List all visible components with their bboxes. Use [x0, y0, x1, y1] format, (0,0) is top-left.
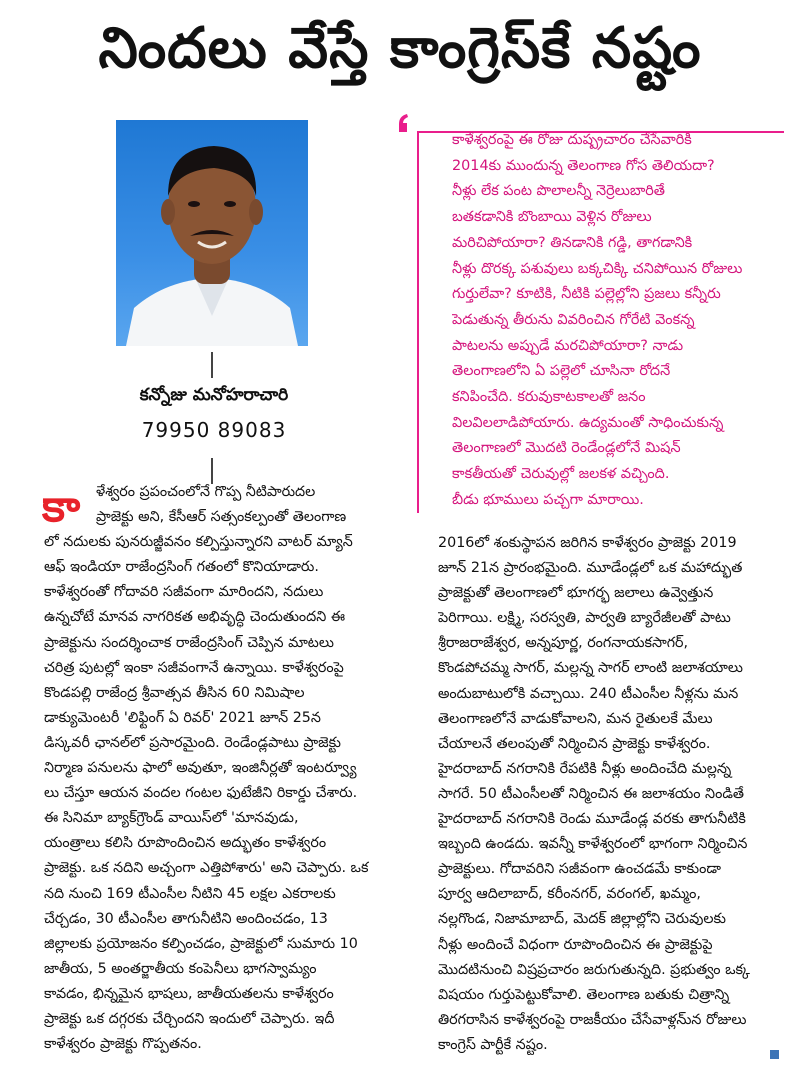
paragraph-line: ఈ సినిమా బ్యాక్‌గ్రౌండ్ వాయిస్‌లో 'మానవుడు, [44, 810, 299, 827]
paragraph-line: కాంగ్రెస్ పార్టీకే నష్టం. [438, 1036, 548, 1053]
author-phone: 79950 89083 [141, 418, 287, 442]
paragraph-line: చేయాలనే తలంపుతో నిర్మించిన ప్రాజెక్టు కాళేశ్వరం. [438, 735, 711, 752]
paragraph-line: సాగరే. 50 టీఎంసీలతో నిర్మించిన ఈ జలాశయం నిండితే [438, 785, 745, 802]
paragraph-line: నల్లగొండ, నిజామాబాద్, మెదక్ జిల్లాల్లోని చెరువులకు [438, 911, 726, 928]
paragraph-line: లు చేస్తూ ఆయన వందల గంటల ఫుటేజీని రికార్డు చేశారు. [44, 785, 358, 802]
quote-line: పెడుతున్న తీరును వివరించిన గోరేటి వెంకన్న [452, 311, 695, 328]
author-photo [116, 120, 308, 346]
photo-connector-top [211, 352, 213, 378]
quote-line: కాకతీయతో చెరువుల్లో జలకళ వచ్చింది. [452, 466, 670, 483]
paragraph-line: కాళేశ్వరంతో గోదావరి సజీవంగా మారిందని, నదులు [44, 584, 324, 601]
paragraph-line: ఇబ్బంది ఉండదు. ఇవన్నీ కాళేశ్వరంలో భాగంగా నిర్మించిన [438, 836, 748, 853]
paragraph-line: కాళేశ్వరం ప్రాజెక్టు గొప్పతనం. [44, 1036, 202, 1053]
paragraph-line: డాక్యుమెంటరీ 'లిఫ్టింగ్ ఏ రివర్' 2021 జూన్ 25న [44, 709, 321, 726]
paragraph-line: పూర్వ ఆదిలాబాద్, కరీంనగర్, వరంగల్, ఖమ్మం, [438, 886, 701, 903]
paragraph-line: ప్రాజెక్టుతో తెలంగాణలో భూగర్భ జలాలు ఉవ్వెత్తున [438, 585, 714, 602]
paragraph-line: 2016లో శంకుస్థాపన జరిగిన కాళేశ్వరం ప్రాజెక్టు 2019 [438, 535, 737, 551]
quote-line: కాళేశ్వరంపై ఈ రోజు దుష్ప్రచారం చేసేవారికి [452, 132, 692, 148]
quote-line: పాటలను అప్పుడే మరచిపోయారా? నాడు [452, 337, 684, 354]
drop-cap: కా [42, 481, 81, 532]
end-mark-icon [770, 1050, 779, 1059]
paragraph-line: తెలంగాణలోనే వాడుకోవాలని, మన రైతులకే మేలు [438, 710, 713, 727]
paragraph-line: చేర్చడం, 30 టీఎంసీల తాగునీటిని అందించడం, 13 [44, 910, 328, 927]
paragraph-line: కావడం, భిన్నమైన భాషలు, జాతీయతలను కాళేశ్వరం [44, 985, 334, 1002]
paragraph-line: యంత్రాలు కలిసి రూపొందించిన అద్భుతం కాళేశ్వరం [44, 835, 327, 852]
paragraph-line: హైదరాబాద్ నగరానికి రెండు మూడేండ్ల వరకు తాగునీటికి [438, 811, 746, 828]
quote-line: బతకడానికి బొంబాయి వెళ్లిన రోజులు [452, 209, 652, 226]
quote-line: తెలంగాణలోని ఏ పల్లెలో చూసినా రోదనే [452, 363, 671, 380]
paragraph-line: ప్రాజెక్టు. ఒక నదిని అచ్చంగా ఎత్తిపోశారు' అని చెప్పారు. ఒక [44, 860, 369, 877]
paragraph-line: హైదరాబాద్ నగరానికి రేపటికి నీళ్లు అందించేది మల్లన్న [438, 760, 732, 777]
article-column-right [438, 531, 783, 1058]
quote-line: 2014కు ముందున్న తెలంగాణ గోస తెలియదా? [452, 157, 715, 174]
paragraph-line: కొండపోచమ్మ సాగర్, మల్లన్న సాగర్ లాంటి జలాశయాలు [438, 660, 743, 677]
paragraph-line: ప్రాజెక్టును సందర్శించాక రాజేంద్రసింగ్ చెప్పిన మాటలు [44, 634, 334, 651]
paragraph-line: ఆఫ్ ఇండియా రాజేంద్రసింగ్ గతంలో కొనియాడారు. [44, 559, 319, 576]
quote-mark-icon [397, 112, 419, 134]
paragraph-line: లో నదులకు పునరుజ్జీవనం కల్పిస్తున్నారని వాటర్ మ్యాన్ [44, 534, 353, 551]
paragraph-line: నిర్మాణ పనులను ఫాలో అవుతూ, ఇంజినీర్లతో ఇంటర్వ్యూ [44, 760, 357, 777]
paragraph-line: ళేశ్వరం ప్రపంచంలోనే గొప్ప నీటిపారుదల [96, 484, 316, 500]
paragraph-line: జూన్ 21న ప్రారంభమైంది. మూడేండ్లలో ఒక మహాద్భుత [438, 560, 743, 577]
paragraph-line: చరిత్ర పుటల్లో ఇంకా సజీవంగానే ఉన్నాయి. కాళేశ్వరంపై [44, 659, 344, 676]
paragraph-line: ప్రాజెక్టు అని, కేసీఆర్ సత్సంకల్పంతో తెలంగాణ [96, 509, 347, 526]
quote-line: నీళ్లు దొరక్క పశువులు బక్కచిక్కి చనిపోయిన రోజులు [452, 260, 743, 277]
paragraph-line: శ్రీరాజరాజేశ్వర, అన్నపూర్ణ, రంగనాయకసాగర్, [438, 635, 689, 652]
paragraph-line: తిరగరాసిన కాళేశ్వరంపై రాజకీయం చేసేవాళ్లను్న రోజులు [438, 1011, 747, 1028]
paragraph-line: కొండపల్లి రాజేంద్ర శ్రీవాత్సవ తీసిన 60 నిమిషాల [44, 684, 305, 701]
paragraph-line: నీళ్లు అందించే విధంగా రూపొందించిన ఈ ప్రాజెక్టుపై [438, 936, 713, 953]
article-column-left [44, 480, 396, 1057]
quote-line: మరిచిపోయారా? తినడానికి గడ్డి, తాగడానికి [452, 234, 693, 251]
quote-line: కనిపించేది. కరువుకాటకాలతో జనం [452, 389, 646, 406]
pull-quote [452, 128, 782, 514]
quote-line: గుర్తులేవా? కూటికి, నీటికి పల్లెల్లోని ప్రజలు కన్నీరు [452, 286, 721, 303]
paragraph-line: అందుబాటులోకి వచ్చాయి. 240 టీఎంసీల నీళ్లను మన [438, 685, 739, 702]
paragraph-line: ప్రాజెక్టు ఒక దగ్గరకు చేర్చిందని ఇందులో చెప్పారు. ఇదీ [44, 1010, 335, 1027]
paragraph-line: మొదటినుంచి విష్రప్రచారం జరుగుతున్నది. ప్రభుత్వం ఒక్క [438, 961, 750, 978]
quote-line: బీడు భూములు పచ్చగా మారాయి. [452, 491, 644, 508]
paragraph-line: ప్రాజెక్టులు. గోదావరిని సజీవంగా ఉంచడమే కాకుండా [438, 861, 721, 878]
paragraph-line: జాతీయ, 5 అంతర్జాతీయ కంపెనీలు భాగస్వామ్యం [44, 960, 317, 977]
quote-line: నీళ్లు లేక పంట పొలాలన్నీ నెర్రెలుబారితే [452, 183, 665, 200]
headline: నిందలు వేస్తే కాంగ్రెస్‌కే నష్టం [98, 16, 702, 81]
paragraph-line: డిస్కవరీ ఛానల్‌లో ప్రసారమైంది. రెండేండ్లపాటు ప్రాజెక్టు [44, 734, 341, 751]
paragraph-line: జిల్లాలకు ప్రయోజనం కల్పించడం, ప్రాజెక్టులో సుమారు 10 [44, 935, 358, 952]
paragraph-line: విషయం గుర్తుపెట్టుకోవాలి. తెలంగాణ బతుకు చిత్రాన్ని [438, 986, 730, 1003]
author-name: కన్నోజు మనోహరాచారి [139, 385, 289, 405]
quote-line: విలవిలలాడిపోయారు. ఉద్యమంతో సాధించుకున్న [452, 414, 724, 431]
paragraph-line: నది నుంచి 169 టీఎంసీల నీటిని 45 లక్షల ఎకరాలకు [44, 885, 336, 902]
paragraph-line: పెరిగాయి. లక్ష్మి, సరస్వతి, పార్వతి బ్యారేజీలతో పాటు [438, 610, 731, 627]
paragraph-line: ఉన్నచోటే మానవ నాగరికత అభివృద్ధి చెందుతుందని ఈ [44, 609, 346, 626]
quote-line: తెలంగాణలో మొదటి రెండేండ్లలోనే మిషన్ [452, 440, 681, 457]
